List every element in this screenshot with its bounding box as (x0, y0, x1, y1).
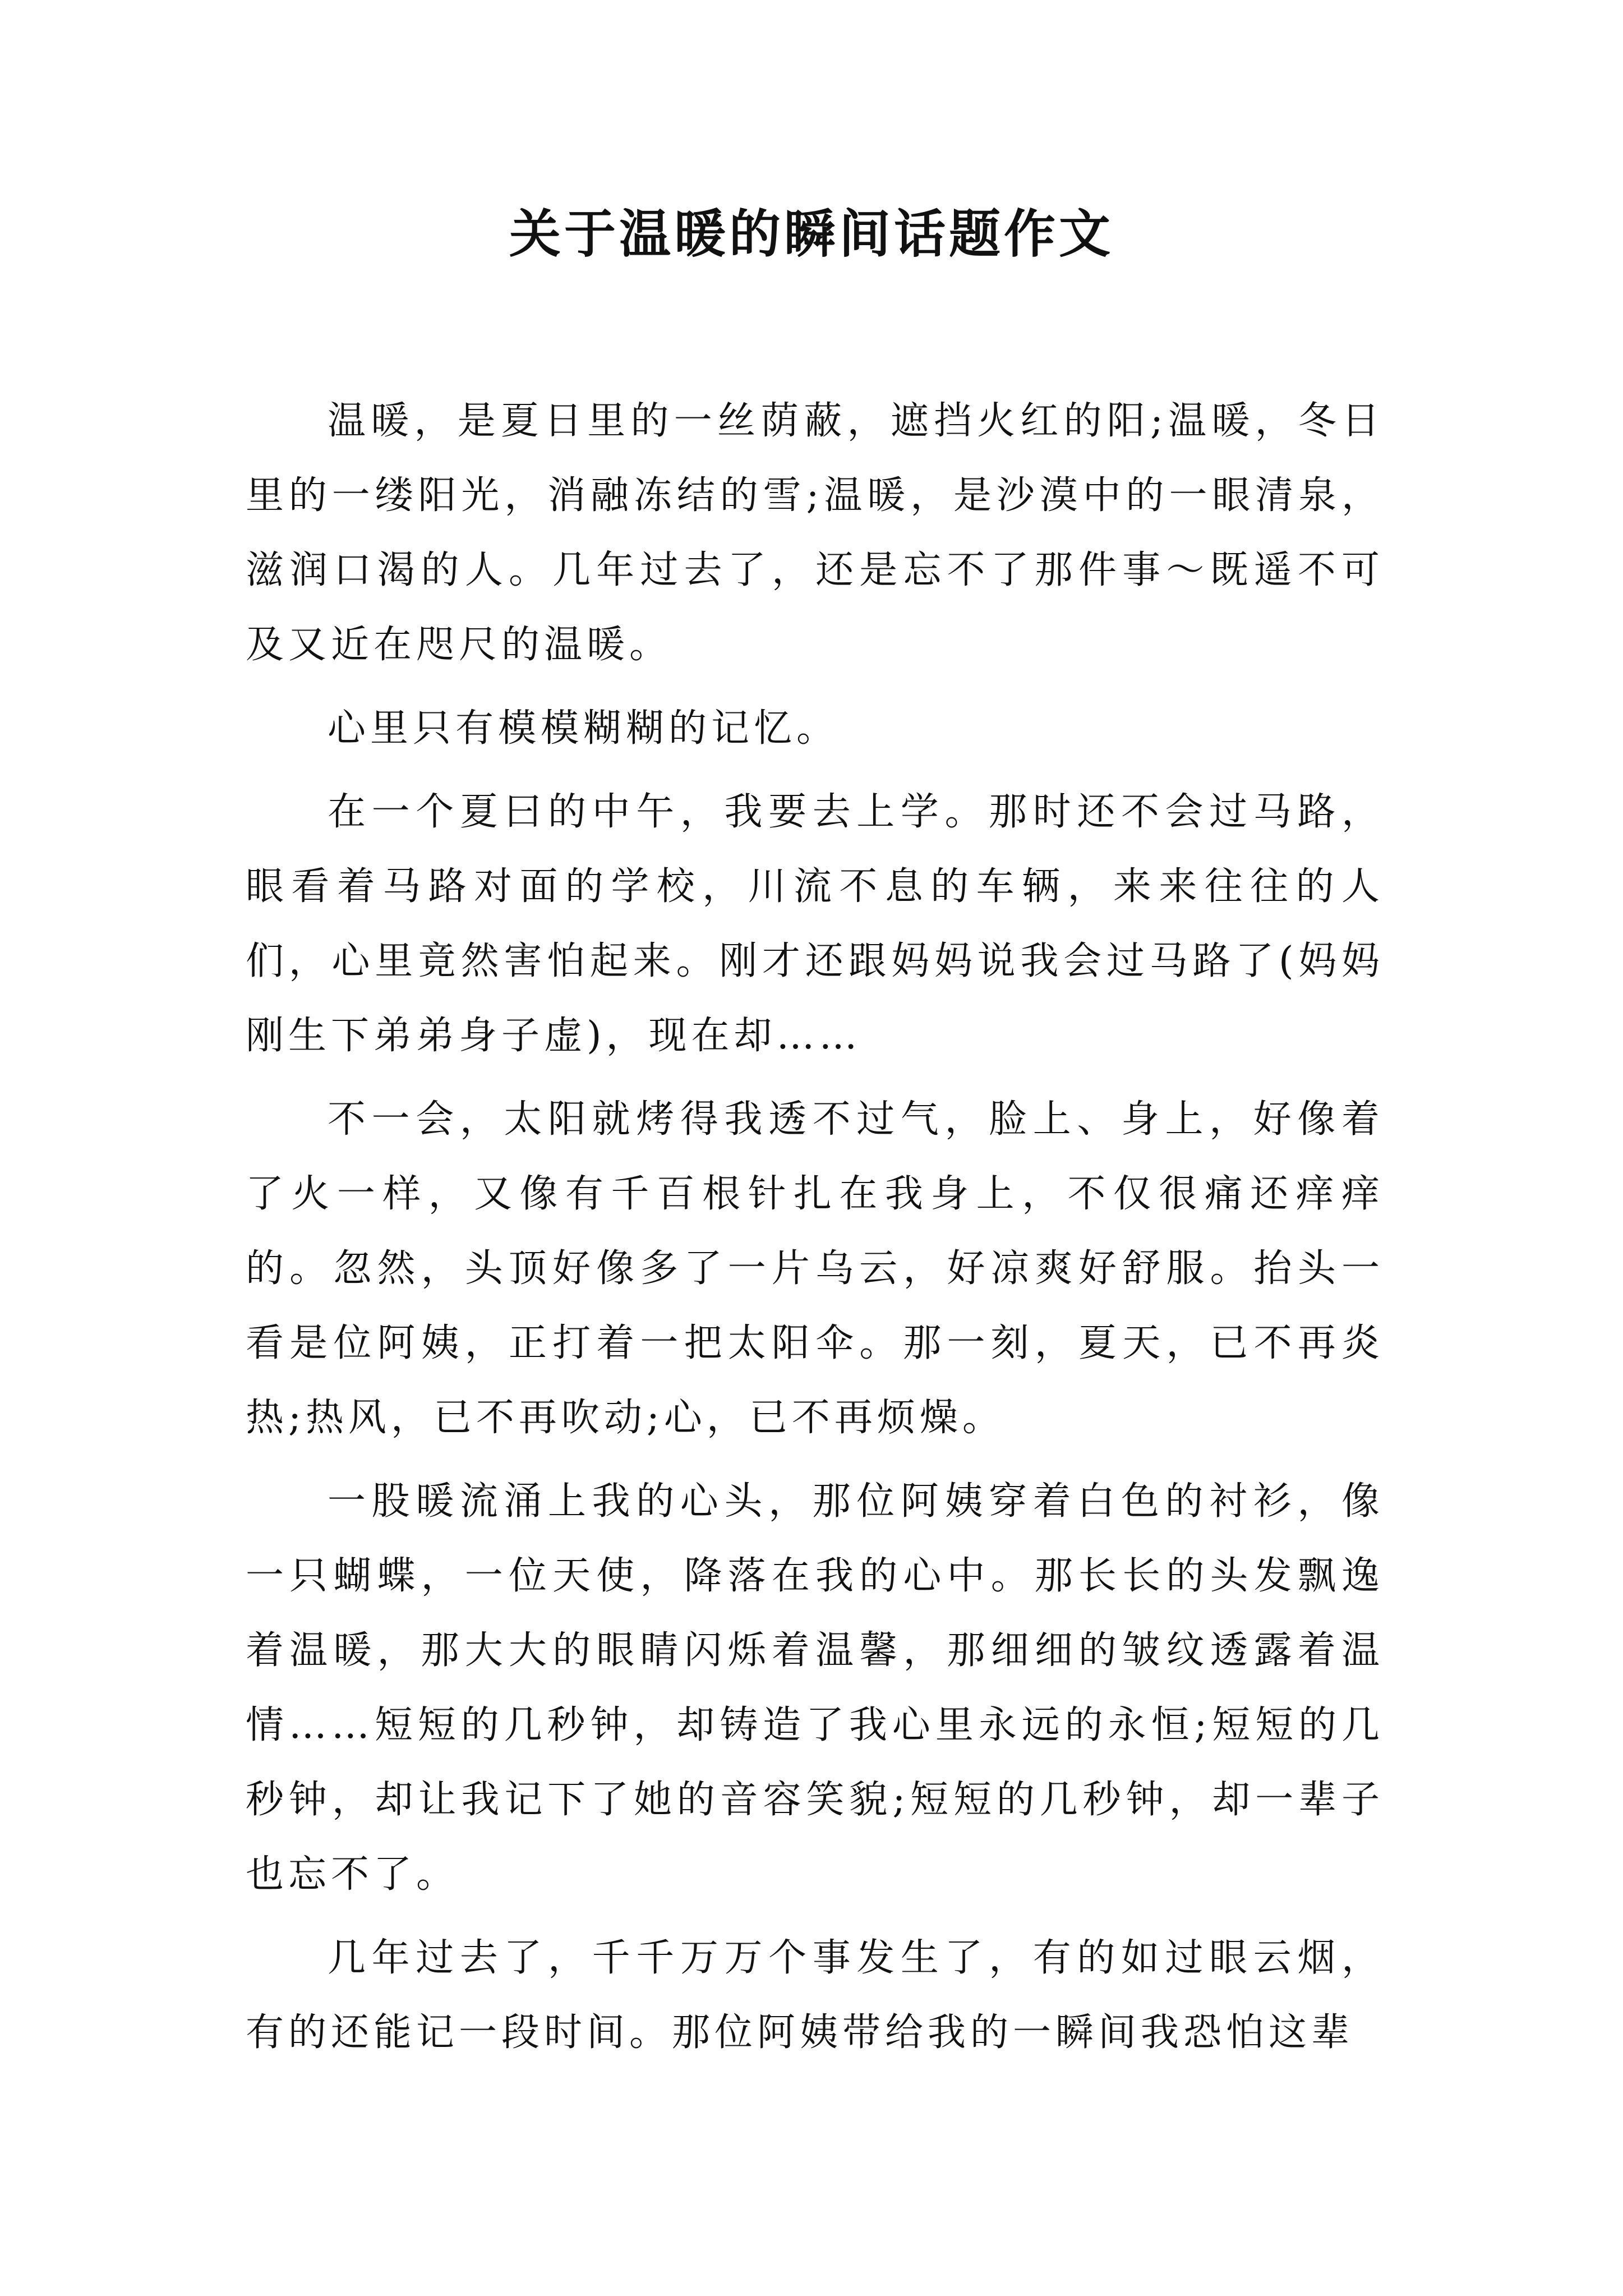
document-body (246, 384, 1384, 2079)
paragraph: 在一个夏曰的中午，我要去上学。那时还不会过马路，眼看着马路对面的学校，川流不息的车辆，来来往往的人们，心里竟然害怕起来。刚才还跟妈妈说我会过马路了(妈妈刚生下弟弟身子虚)，现在却…… (246, 790, 1384, 1058)
paragraph: 不一会，太阳就烤得我透不过气，脸上、身上，好像着了火一样，又像有千百根针扎在我身上，不仅很痛还痒痒的。忽然，头顶好像多了一片乌云，好凉爽好舒服。抬头一看是位阿姨，正打着一把太阳伞。那一刻，夏天，已不再炎热;热风，已不再吹动;心，已不再烦燥。 (246, 1097, 1384, 1440)
paragraph: 一股暖流涌上我的心头，那位阿姨穿着白色的衬衫，像一只蝴蝶，一位天使，降落在我的心中。那长长的头发飘逸着温暖，那大大的眼睛闪烁着温馨，那细细的皱纹透露着温情……短短的几秒钟，却铸造了我心里永远的永恒;短短的几秒钟，却让我记下了她的音容笑貌;短短的几秒钟，却一辈子也忘不了。 (246, 1479, 1384, 1897)
paragraph: 温暖，是夏日里的一丝荫蔽，遮挡火红的阳;温暖，冬日里的一缕阳光，消融冻结的雪;温暖，是沙漠中的一眼清泉，滋润口渴的人。几年过去了，还是忘不了那件事～既遥不可及又近在咫尺的温暖。 (246, 399, 1384, 667)
paragraph: 几年过去了，千千万万个事发生了，有的如过眼云烟，有的还能记一段时间。那位阿姨带给我的一瞬间我恐怕这辈 (246, 1936, 1384, 2055)
paragraph: 心里只有模模糊糊的记忆。 (328, 706, 840, 751)
document-title: 关于温暖的瞬间话题作文 (509, 204, 1114, 264)
